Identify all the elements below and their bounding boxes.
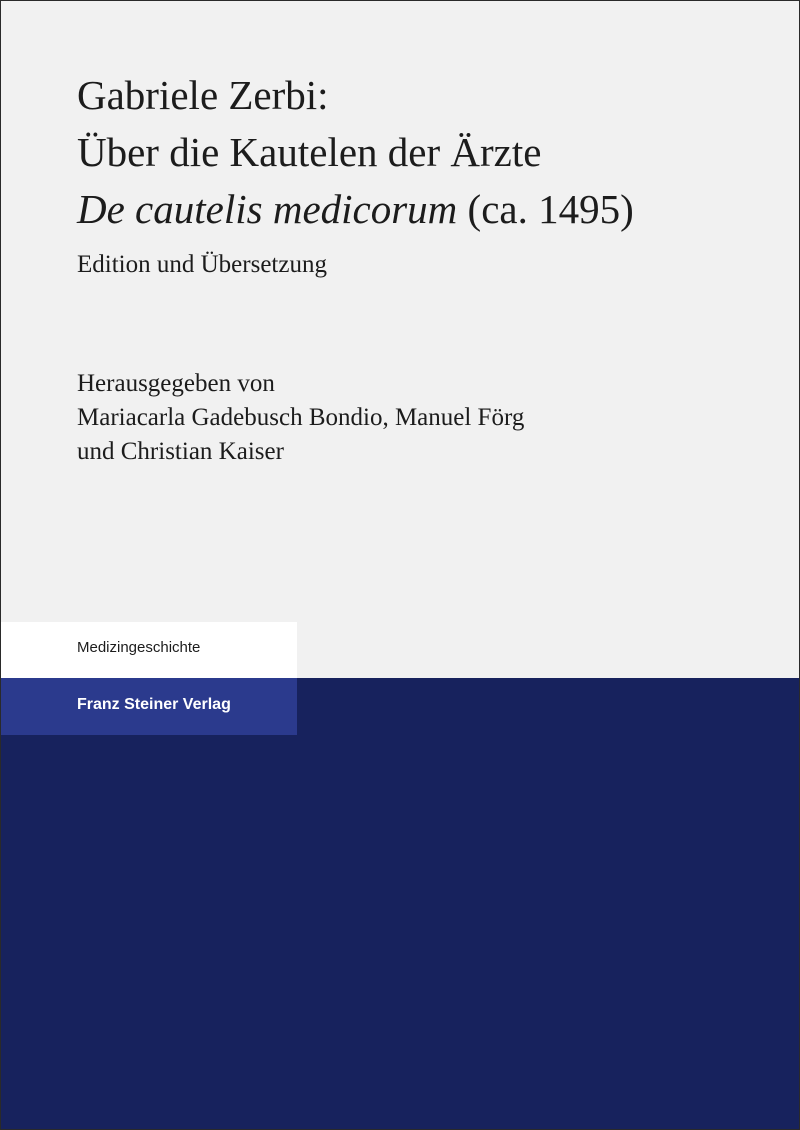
series-label: Medizingeschichte — [77, 639, 201, 656]
editors-names-line-2: und Christian Kaiser — [77, 438, 284, 465]
publisher-label: Franz Steiner Verlag — [77, 696, 231, 713]
editors-intro: Herausgegeben von — [77, 370, 275, 397]
title-block — [77, 67, 777, 282]
latin-title-date: (ca. 1495) — [457, 186, 634, 232]
subtitle: Edition und Übersetzung — [77, 251, 327, 278]
german-title-line: Über die Kautelen der Ärzte — [77, 129, 542, 175]
latin-title-italic: De cautelis medicorum — [77, 186, 458, 232]
series-box — [1, 622, 297, 678]
editors-names-line-1: Mariacarla Gadebusch Bondio, Manuel Förg — [77, 404, 525, 431]
latin-title-line — [77, 181, 777, 238]
navy-band — [1, 678, 800, 1130]
publisher-box — [1, 678, 297, 735]
author-title-line: Gabriele Zerbi: — [77, 72, 329, 118]
editors-block — [77, 367, 777, 469]
